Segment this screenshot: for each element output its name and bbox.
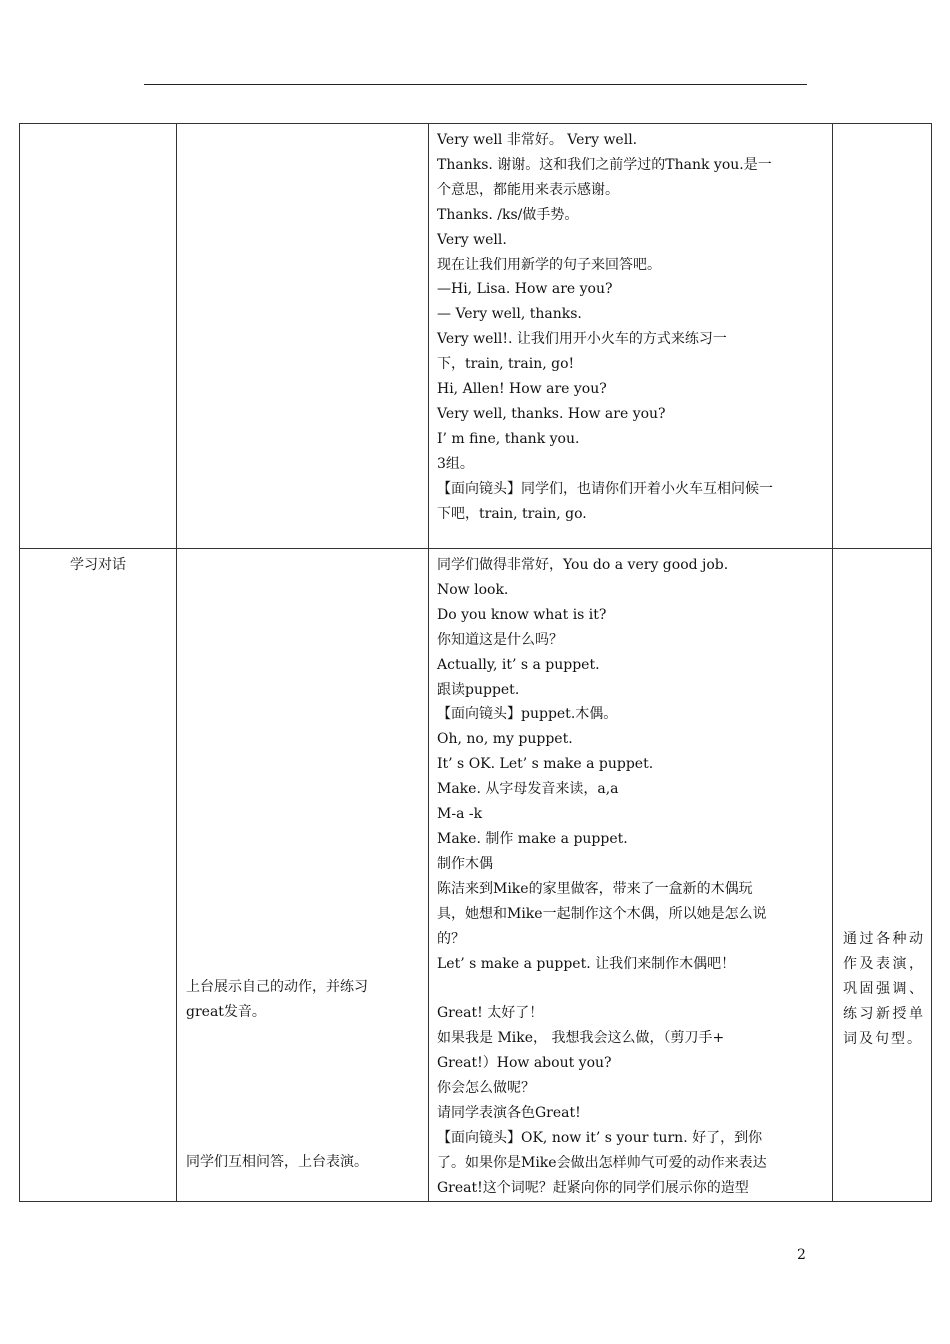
teacher-line: 具，她想和Mike一起制作这个木偶，所以她是怎么说 [437,905,767,922]
teacher-line: M-a -k [437,806,483,823]
teacher-line: 跟读puppet. [437,681,520,698]
design-purpose: 通过各种动作及表演，巩固强调、练习新授单词及句型。 [843,931,925,1047]
teacher-line: 【面向镜头】同学们，也请你们开着小火车互相问候一 [437,480,773,497]
teacher-line: 陈洁来到Mike的家里做客，带来了一盒新的木偶玩 [437,880,753,897]
teacher-activity-cell [429,124,833,549]
student-activity-2: 同学们互相问答，上台表演。 [186,1154,368,1170]
teacher-line: 【面向镜头】OK, now it’ s your turn. 好了，到你 [437,1129,763,1146]
table-row [20,549,932,1202]
teacher-line: Actually, it’ s a puppet. [437,656,600,673]
purpose-cell [833,124,932,549]
teacher-line: I’ m fine, thank you. [437,430,580,447]
header-rule [144,84,807,85]
teacher-line: Do you know what is it? [437,606,607,623]
teacher-line: Make. 从字母发音来读，a,a [437,781,619,798]
page-number: 2 [797,1247,806,1263]
teacher-lines [429,124,832,527]
teacher-lines [429,549,832,1201]
teacher-line: Let’ s make a puppet. 让我们来制作木偶吧！ [437,955,736,972]
teacher-line: 下，train, train, go! [437,356,575,373]
teacher-line: Very well. [437,231,507,248]
teacher-line: Thanks. /ks/做手势。 [437,206,579,223]
stage-cell [20,549,177,1202]
teacher-line: —Hi, Lisa. How are you? [437,281,613,298]
purpose-cell [833,549,932,1202]
teacher-line: 个意思，都能用来表示感谢。 [437,181,619,198]
teacher-line: Great! 太好了！ [437,1005,544,1022]
teacher-line: — Very well, thanks. [437,306,582,323]
teacher-activity-cell [429,549,833,1202]
teacher-line: 你会怎么做呢？ [437,1080,535,1097]
teacher-line: Oh, no, my puppet. [437,731,573,748]
student-activity-cell [177,124,429,549]
teacher-line: Great!）How about you? [437,1055,612,1072]
student-activity-cell [177,549,429,1202]
teacher-line: 现在让我们用新学的句子来回答吧。 [437,256,661,273]
lesson-plan-table [19,123,932,1202]
teacher-line: Hi, Allen! How are you? [437,381,607,398]
student-activity-1: 上台展示自己的动作，并练习 great发音。 [186,979,368,1020]
teacher-line: 了。如果你是Mike会做出怎样帅气可爱的动作来表达 [437,1154,767,1171]
teacher-line: Now look. [437,581,509,598]
teacher-line: Very well, thanks. How are you? [437,405,666,422]
teacher-line: 制作木偶 [437,855,493,872]
teacher-line: Great!这个词呢？赶紧向你的同学们展示你的造型 [437,1179,749,1196]
table-row [20,124,932,549]
stage-cell [20,124,177,549]
teacher-line: Very well!. 让我们用开小火车的方式来练习一 [437,331,727,348]
teacher-line: 请同学表演各色Great! [437,1104,581,1121]
teacher-line: 你知道这是什么吗？ [437,631,563,648]
teacher-line: 【面向镜头】puppet.木偶。 [437,706,618,723]
teacher-line: Make. 制作 make a puppet. [437,830,628,847]
teacher-line: Thanks. 谢谢。这和我们之前学过的Thank you.是一 [437,156,772,173]
teacher-line: 下吧，train, train, go. [437,505,587,522]
stage-label: 学习对话 [70,557,126,573]
teacher-line: 同学们做得非常好，You do a very good job. [437,557,729,573]
teacher-line: Very well 非常好。 Very well. [437,132,638,148]
teacher-line: It’ s OK. Let’ s make a puppet. [437,756,654,773]
teacher-line: 3组。 [437,455,474,472]
teacher-line: 如果我是 Mike， 我想我会这么做，（剪刀手+ [437,1030,725,1047]
teacher-line [437,976,827,1001]
teacher-line: 的？ [437,930,465,947]
